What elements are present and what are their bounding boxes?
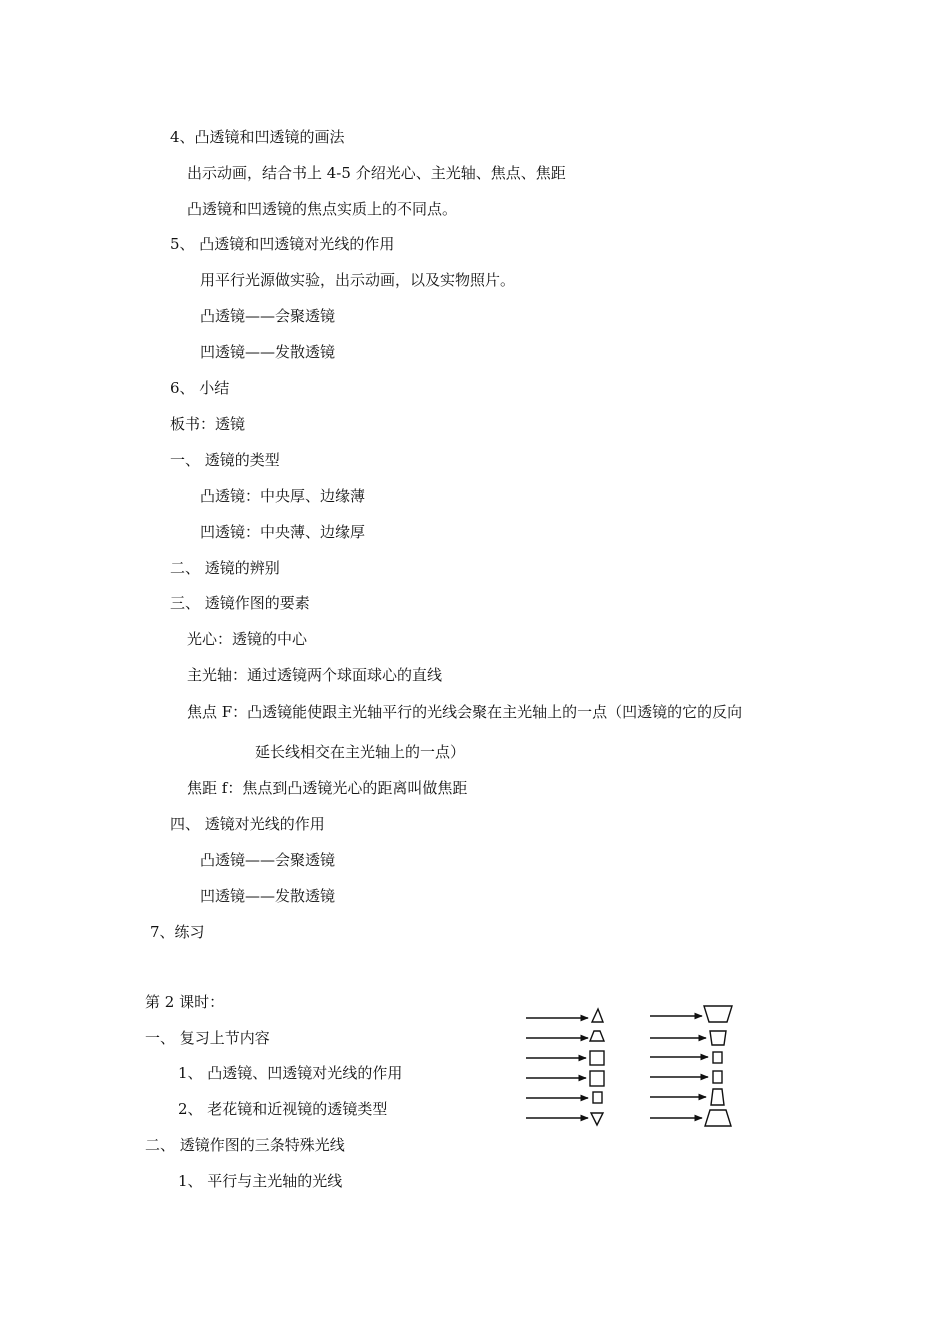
text-line: 主光轴：通过透镜两个球面球心的直线 (187, 666, 443, 684)
lens-shape-trapezoid (590, 1031, 604, 1041)
text-line: 延长线相交在主光轴上的一点） (255, 743, 466, 761)
text-line: 光心：透镜的中心 (187, 630, 308, 648)
text-line: 一、 复习上节内容 (145, 1029, 270, 1047)
text-line: 二、 透镜的辨别 (170, 559, 280, 577)
lens-shape-small-rectangle (593, 1092, 602, 1103)
text-line: 板书：透镜 (170, 415, 246, 433)
text-line: 1、 凸透镜、凹透镜对光线的作用 (178, 1064, 403, 1082)
text-line: 凹透镜：中央薄、边缘厚 (200, 523, 366, 541)
text-line: 凸透镜——会聚透镜 (200, 307, 336, 325)
text-line: 出示动画，结合书上 4-5 介绍光心、主光轴、焦点、焦距 (187, 164, 566, 182)
text-line: 5、 凸透镜和凹透镜对光线的作用 (170, 235, 395, 253)
text-line: 凹透镜——发散透镜 (200, 343, 336, 361)
lens-shape-inverted-trapezoid (704, 1006, 732, 1022)
right-lens-group (650, 1006, 732, 1126)
lens-shape-narrow-rectangle (713, 1052, 722, 1063)
text-line: 四、 透镜对光线的作用 (170, 815, 325, 833)
text-line: 一、 透镜的类型 (170, 451, 280, 469)
text-line: 凸透镜：中央厚、边缘薄 (200, 487, 366, 505)
text-line: 2、 老花镜和近视镜的透镜类型 (178, 1100, 388, 1118)
text-line: 焦点 F：凸透镜能使跟主光轴平行的光线会聚在主光轴上的一点（凹透镜的它的反向 (187, 703, 743, 721)
text-line: 三、 透镜作图的要素 (170, 594, 310, 612)
text-line: 焦距 f：焦点到凸透镜光心的距离叫做焦距 (187, 779, 468, 797)
lens-shape-triangle-down (591, 1113, 603, 1125)
lens-shape-triangle-up (592, 1009, 603, 1022)
lens-shape-small-trapezoid (711, 1089, 724, 1105)
lens-shape-rectangle (590, 1071, 604, 1086)
lens-shape-rectangle (590, 1051, 604, 1065)
lens-shape-small-inverted-trapezoid (710, 1031, 726, 1045)
text-line: 1、 平行与主光轴的光线 (178, 1172, 343, 1190)
text-line: 二、 透镜作图的三条特殊光线 (145, 1136, 345, 1154)
text-line: 凹透镜——发散透镜 (200, 887, 336, 905)
lens-identification-figure (520, 1000, 750, 1135)
text-line: 第 2 课时： (145, 993, 225, 1011)
text-line: 用平行光源做实验，出示动画，以及实物照片。 (200, 271, 516, 289)
text-line: 凸透镜和凹透镜的焦点实质上的不同点。 (187, 200, 458, 218)
left-lens-group (526, 1009, 604, 1125)
text-line: 4、凸透镜和凹透镜的画法 (170, 128, 345, 146)
lens-shape-narrow-rectangle (713, 1071, 722, 1083)
text-line: 凸透镜——会聚透镜 (200, 851, 336, 869)
lens-shape-trapezoid (705, 1110, 731, 1126)
text-line: 7、练习 (150, 923, 205, 941)
text-line: 6、 小结 (170, 379, 230, 397)
